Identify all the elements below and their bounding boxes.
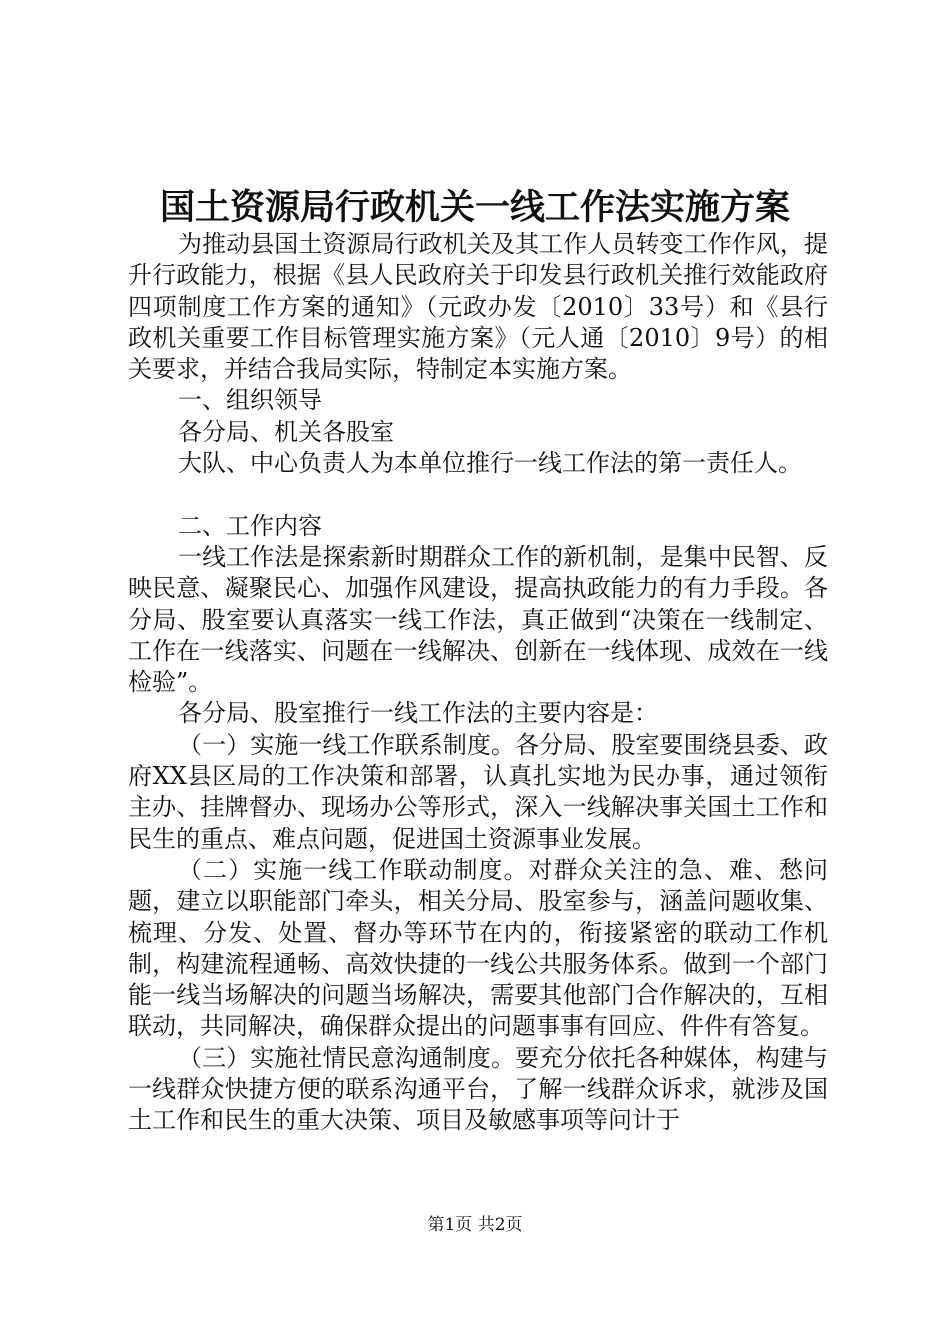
page-number-footer: 第1页 共2页 [427,1215,523,1235]
intro-paragraph: 为推动县国土资源局行政机关及其工作人员转变工作作风，提升行政能力，根据《县人民政府关于印发县行政机关推行效能政府四项制度工作方案的通知》（元政办发〔2010〕33号）和《县行政机关重要工作目标管理实施方案》（元人通〔2010〕9号）的相关要求，并结合我局实际，特制定本实施方案。 [128,230,828,384]
organization-line-1: 各分局、机关各股室 [178,417,394,446]
organization-line-2: 大队、中心负责人为本单位推行一线工作法的第一责任人。 [178,449,802,478]
item-1-paragraph: （一）实施一线工作联系制度。各分局、股室要围绕县委、政府XX县区局的工作决策和部署，认真扎实地为民办事，通过领衔主办、挂牌督办、现场办公等形式，深入一线解决事关国土工作和民生的重点、难点问题，促进国土资源事业发展。 [128,730,828,853]
section-heading-organization: 一、组织领导 [178,386,322,415]
work-content-paragraph: 一线工作法是探索新时期群众工作的新机制，是集中民智、反映民意、凝聚民心、加强作风建设，提高执政能力的有力手段。各分局、股室要认真落实一线工作法，真正做到“决策在一线制定、工作在一线落实、问题在一线解决、创新在一线体现、成效在一线检验”。 [128,542,828,697]
main-content-intro: 各分局、股室推行一线工作法的主要内容是： [178,699,658,728]
document-body [128,229,828,1137]
blank-line [128,479,828,510]
item-2-paragraph: （二）实施一线工作联动制度。对群众关注的急、难、愁问题，建立以职能部门牵头，相关分局、股室参与，涵盖问题收集、梳理、分发、处置、督办等环节在内的，衔接紧密的联动工作机制，构建流程通畅、高效快捷的一线公共服务体系。做到一个部门能一线当场解决的问题当场解决，需要其他部门合作解决的，互相联动，共同解决，确保群众提出的问题事事有回应、件件有答复。 [128,855,828,1041]
section-heading-work-content: 二、工作内容 [178,511,322,540]
document-title: 国土资源局行政机关一线工作法实施方案 [159,187,790,228]
item-3-paragraph: （三）实施社情民意沟通制度。要充分依托各种媒体，构建与一线群众快捷方便的联系沟通平台，了解一线群众诉求，就涉及国土工作和民生的重大决策、项目及敏感事项等问计于 [128,1043,828,1135]
